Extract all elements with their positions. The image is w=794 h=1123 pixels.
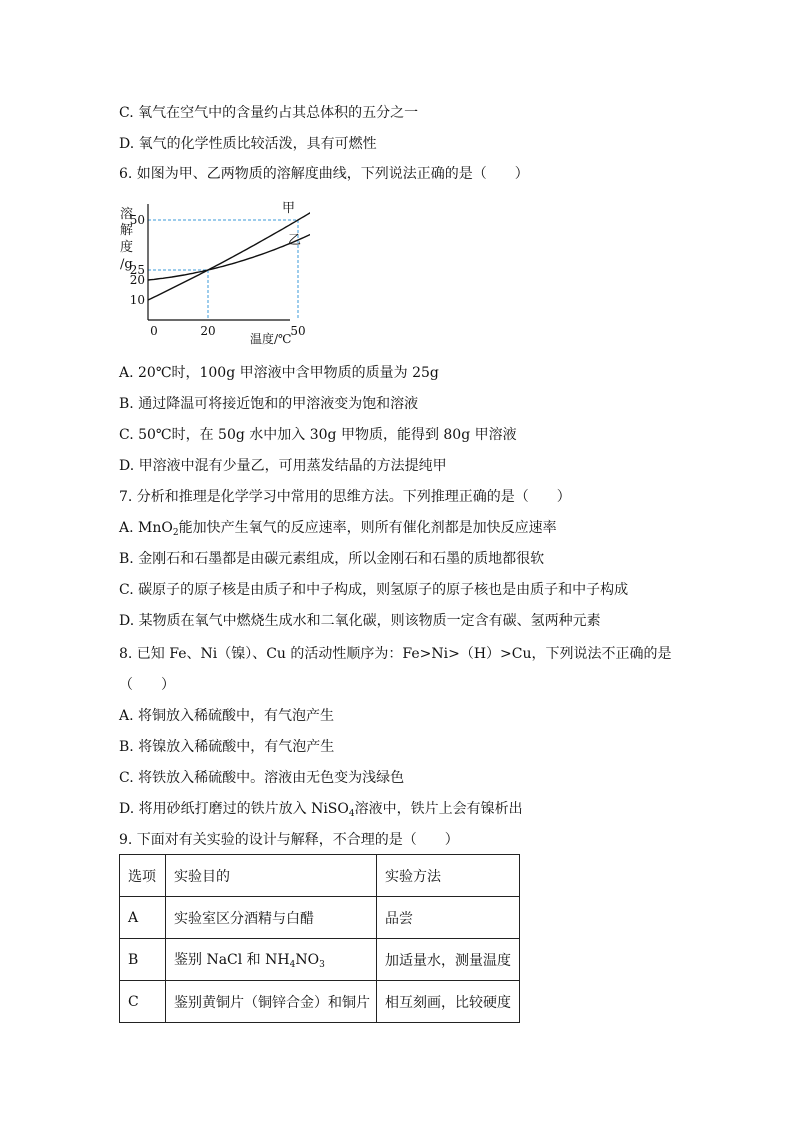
curve-jia [148,204,310,300]
question-6: 6. 如图为甲、乙两物质的溶解度曲线，下列说法正确的是（ ） [119,166,529,182]
option-6a: A. 20℃时，100g 甲溶液中含甲物质的质量为 25g [119,365,439,381]
option-7b: B. 金刚石和石墨都是由碳元素组成，所以金刚石和石墨的质地都很软 [119,551,545,567]
question-8-answer-bracket: （ ） [119,677,175,693]
x-axis-label: 温度/℃ [250,332,292,346]
option-8d-start: D. 将用砂纸打磨过的铁片放入 NiSO [119,801,349,817]
cell-option: C [120,981,166,1023]
option-5d: D. 氧气的化学性质比较活泼，具有可燃性 [119,136,377,152]
x-tick-label: 50 [290,324,306,338]
option-8b: B. 将镍放入稀硫酸中，有气泡产生 [119,739,335,755]
option-7a-start: A. MnO [119,520,173,536]
guide-lines [148,220,298,320]
y-axis-label-2: 解 [120,223,134,238]
option-8a: A. 将铜放入稀硫酸中，有气泡产生 [119,708,335,724]
cell-option: B [120,939,166,981]
option-5c: C. 氧气在空气中的含量约占其总体积的五分之一 [119,105,419,121]
cell-method: 加适量水，测量温度 [377,939,520,981]
header-method: 实验方法 [377,855,520,897]
cell-method: 品尝 [377,897,520,939]
option-6c: C. 50℃时，在 50g 水中加入 30g 甲物质，能得到 80g 甲溶液 [119,427,517,443]
option-8c: C. 将铁放入稀硫酸中。溶液由无色变为浅绿色 [119,770,405,786]
series-label-yi: 乙 [288,233,302,248]
y-axis-label-4: /g [120,257,133,272]
table-row [120,897,520,939]
y-tick-label: 25 [129,263,145,277]
option-7a-rest: 能加快产生氧气的反应速率，则所有催化剂都是加快反应速率 [178,520,557,536]
option-7a [119,519,557,542]
y-axis-label-3: 度 [120,240,134,255]
table-header-row [120,855,520,897]
subscript: 2 [172,528,179,538]
question-7: 7. 分析和推理是化学学习中常用的思维方法。下列推理正确的是（ ） [119,489,571,505]
tick-labels [130,213,306,338]
origin-label: 0 [150,324,158,338]
y-tick-label: 10 [129,293,145,307]
question-8: 8. 已知 Fe、Ni（镍）、Cu 的活动性顺序为：Fe>Ni>（H）>Cu，下列说法不正确的是 [119,646,672,662]
series-label-jia: 甲 [282,201,296,216]
subscript: 4 [348,809,355,819]
option-8d [119,800,523,823]
option-6d: D. 甲溶液中混有少量乙，可用蒸发结晶的方法提纯甲 [119,458,447,474]
header-option: 选项 [120,855,166,897]
cell-purpose: 鉴别黄铜片（铜锌合金）和铜片 [166,981,377,1023]
x-tick-label: 20 [200,324,216,338]
header-purpose: 实验目的 [166,855,377,897]
option-7c: C. 碳原子的原子核是由质子和中子构成，则氢原子的原子核也是由质子和中子构成 [119,582,629,598]
table-row [120,939,520,981]
table-row [120,981,520,1023]
question-9: 9. 下面对有关实验的设计与解释，不合理的是（ ） [119,832,459,848]
cell-purpose: 实验室区分酒精与白醋 [166,897,377,939]
curves [148,204,310,300]
y-axis-label-1: 溶 [120,207,134,222]
curve-yi [148,223,310,280]
option-7d: D. 某物质在氧气中燃烧生成水和二氧化碳，则该物质一定含有碳、氢两种元素 [119,613,601,629]
solubility-chart [110,196,310,348]
option-8d-rest: 溶液中，铁片上会有镍析出 [354,801,523,817]
cell-option: A [120,897,166,939]
option-6b: B. 通过降温可将接近饱和的甲溶液变为饱和溶液 [119,396,419,412]
experiment-table [119,854,520,1023]
cell-purpose: 鉴别 NaCl 和 $NH_4NO_3$ [166,939,377,981]
y-tick-label: 20 [129,273,145,287]
y-tick-label: 50 [129,213,145,227]
cell-method: 相互刻画，比较硬度 [377,981,520,1023]
